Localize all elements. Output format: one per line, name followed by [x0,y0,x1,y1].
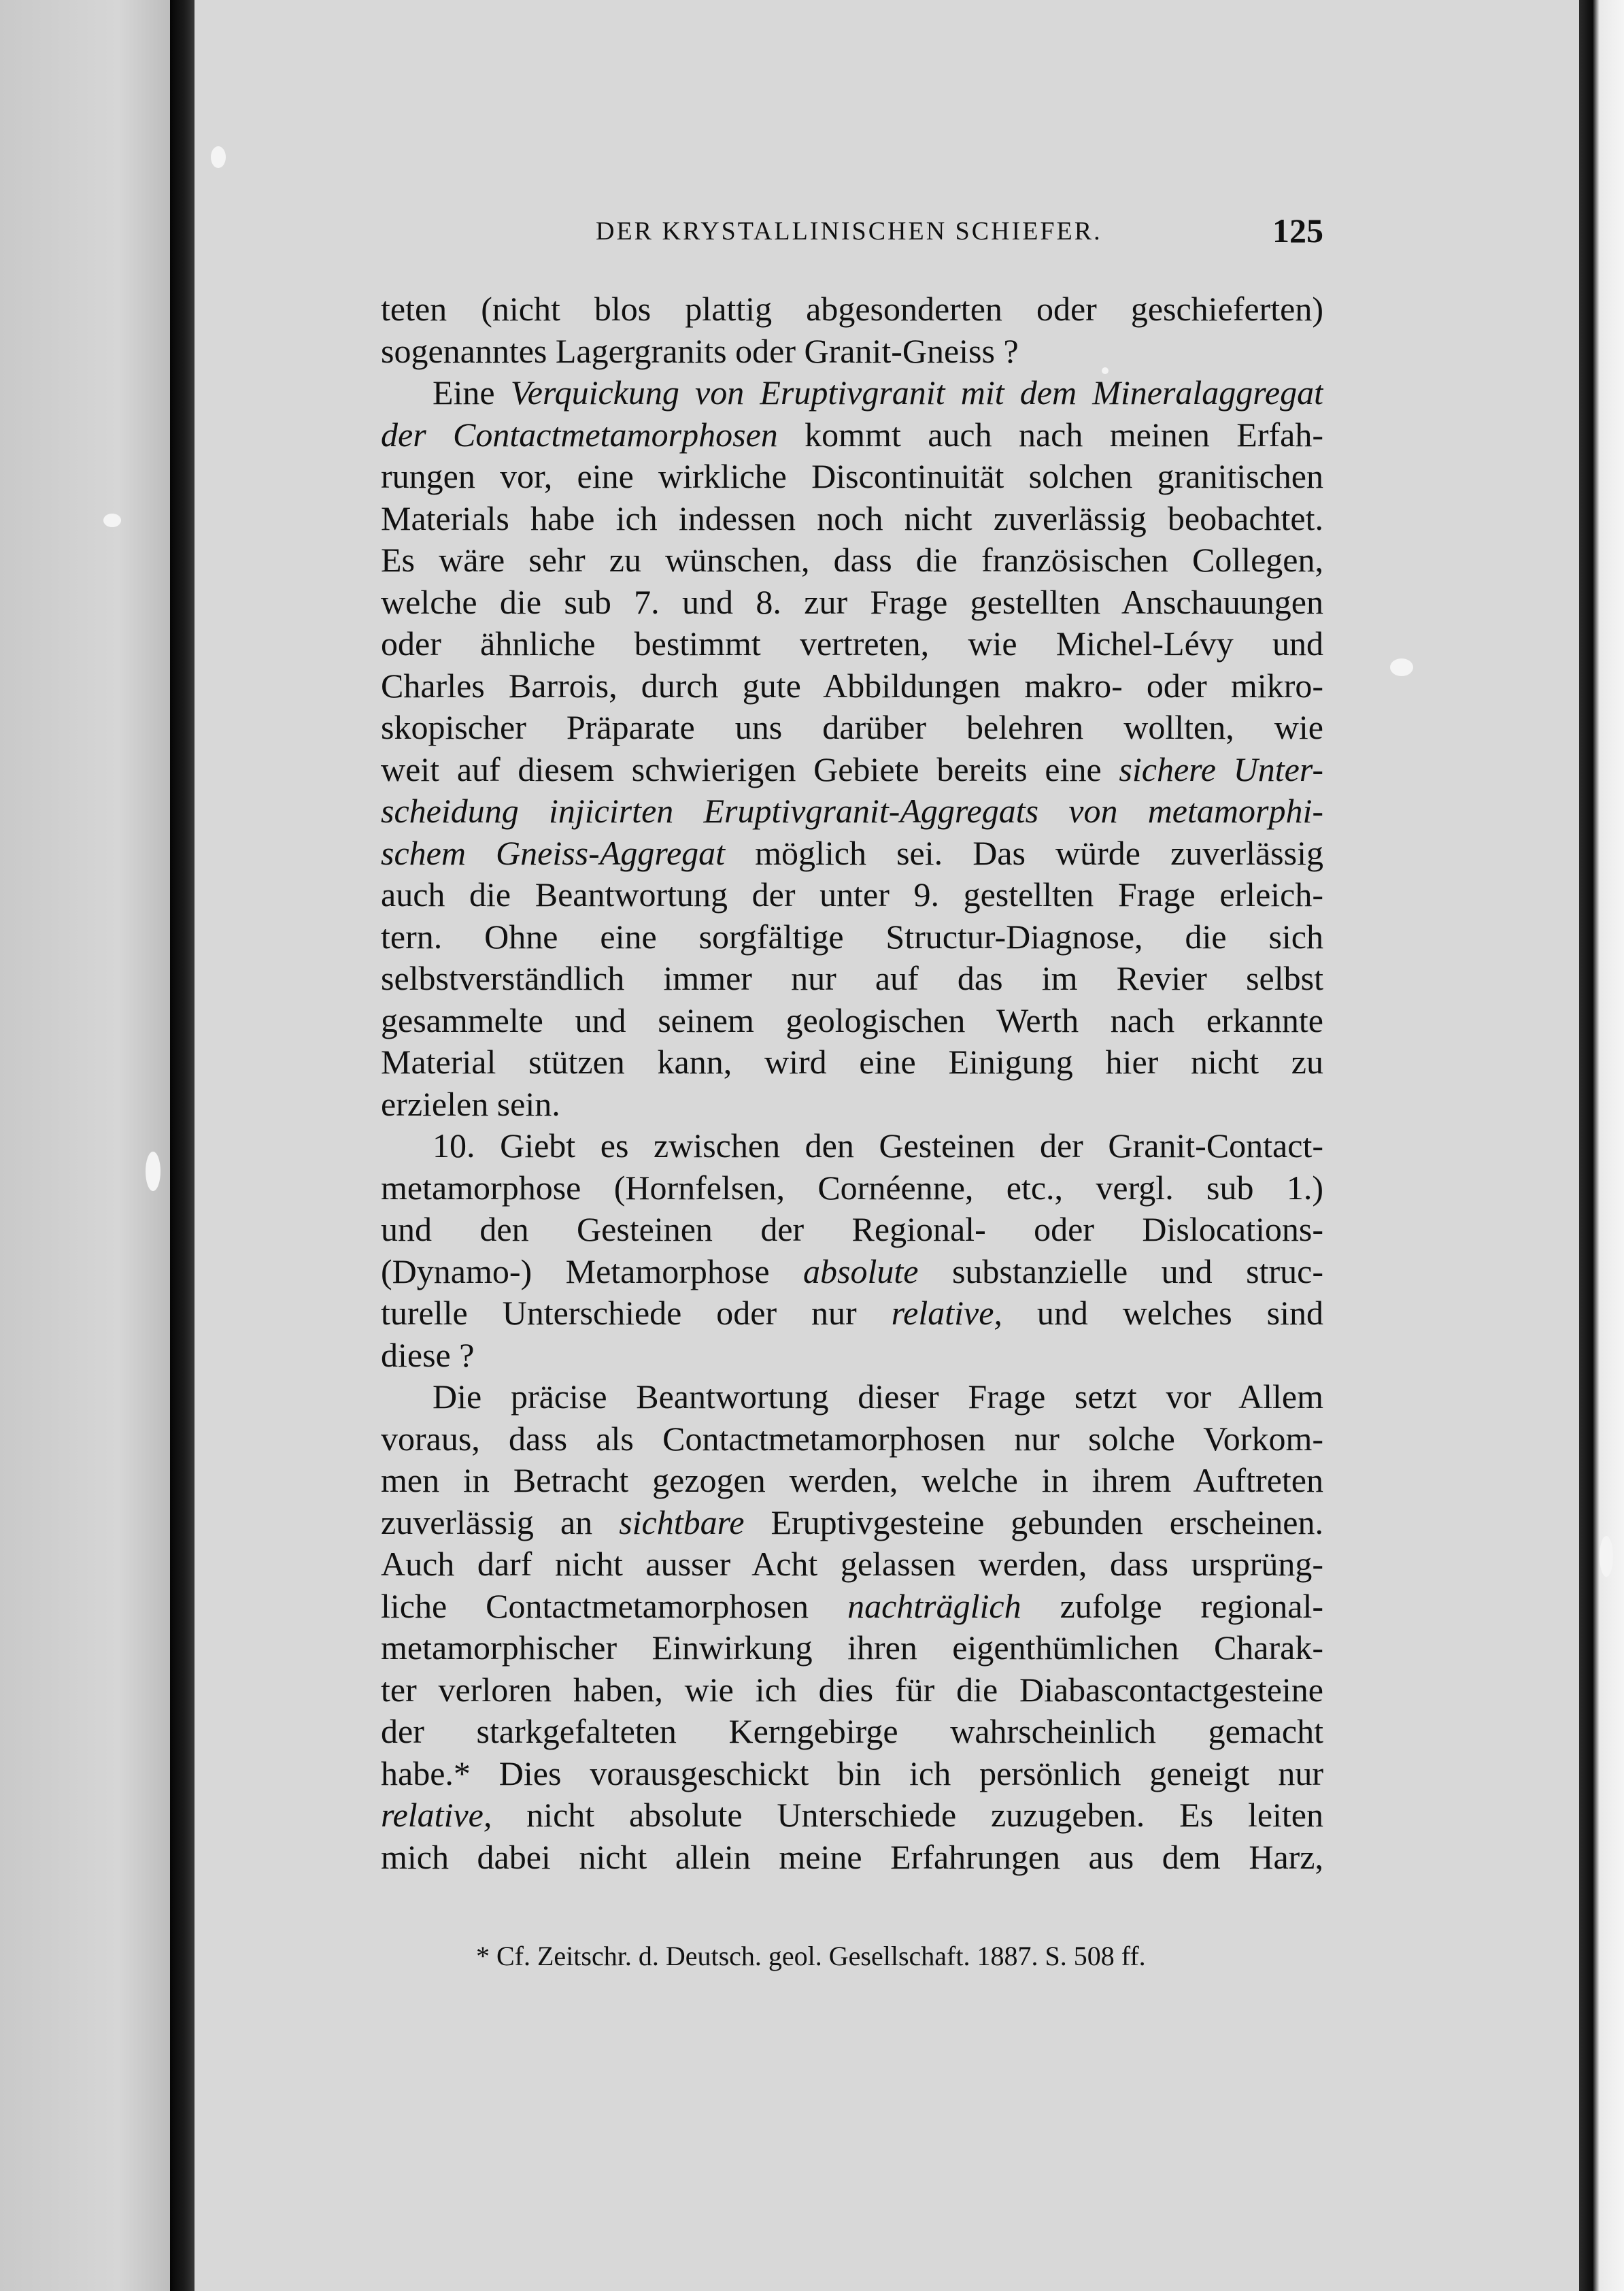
text-line [381,539,1323,582]
paper-speck [1600,1536,1613,1577]
text-line [381,331,1323,373]
text-run: Materials habe ich indessen noch nicht zuverlässig beobachtet. [381,499,1323,537]
italic-text-run: der Contactmetamorphosen [381,415,778,454]
text-line [381,288,1323,331]
text-line [381,498,1323,540]
text-line [381,707,1323,749]
text-line [381,1125,1323,1167]
running-head: DER KRYSTALLINISCHEN SCHIEFER. [596,217,1102,246]
text-run: Material stützen kann, wird eine Einigung hier nicht zu [381,1043,1323,1081]
text-line [381,1502,1323,1544]
book-binding-gutter [170,0,194,2291]
text-run: weit auf diesem schwierigen Gebiete bereits eine [381,750,1119,788]
italic-text-run: relative, [381,1796,492,1834]
italic-text-run: absolute [803,1252,919,1290]
text-run: rungen vor, eine wirkliche Discontinuität solchen granitischen [381,457,1323,495]
text-run: zufolge regional- [1021,1586,1323,1625]
text-run: sogenanntes Lagergranits oder Granit-Gneiss ? [381,331,1019,370]
italic-text-run: sichere Unter- [1119,750,1323,788]
text-run: habe.* Dies vorausgeschickt bin ich persönlich geneigt nur [381,1754,1323,1792]
text-line [381,749,1323,791]
text-run: liche Contactmetamorphosen [381,1586,848,1625]
text-line [381,874,1323,916]
text-run: teten (nicht blos plattig abgesonderten oder geschieferten) [381,290,1323,328]
text-run: Eruptivgesteine gebunden erscheinen. [744,1503,1323,1541]
text-line [381,1335,1323,1377]
text-run: Eine [433,373,511,412]
text-line [381,1627,1323,1669]
text-run: turelle Unterschiede oder nur [381,1294,892,1332]
text-line [381,1251,1323,1293]
text-run: Auch darf nicht ausser Acht gelassen werden, dass ursprüng- [381,1545,1323,1583]
text-line [381,916,1323,958]
text-line [381,790,1323,833]
text-run: zuverlässig an [381,1503,620,1541]
text-run: Charles Barrois, durch gute Abbildungen makro- oder mikro- [381,666,1323,705]
text-run: substanzielle und struc- [918,1252,1323,1290]
page-number: 125 [1272,212,1323,250]
text-run: voraus, dass als Contactmetamorphosen nur solche Vorkom- [381,1419,1323,1458]
text-line [381,1041,1323,1084]
italic-text-run: schem Gneiss-Aggregat [381,833,726,872]
italic-text-run: scheidung injicirten Eruptivgranit-Aggregats von metamorphi- [381,792,1323,830]
text-run: möglich sei. Das würde zuverlässig [725,833,1323,872]
text-line [381,958,1323,1000]
italic-text-run: sichtbare [619,1503,745,1541]
text-run: ter verloren haben, wie ich dies für die Diabascontactgesteine [381,1670,1323,1709]
text-line [381,414,1323,456]
text-line [381,1837,1323,1879]
text-run: Die präcise Beantwortung dieser Frage setzt vor Allem [433,1377,1323,1416]
text-line [381,1167,1323,1209]
text-line [381,1209,1323,1251]
italic-text-run: Verquickung von Eruptivgranit mit dem Mineralaggregat [510,373,1323,412]
text-line [381,456,1323,498]
text-line [381,1543,1323,1586]
footnote: * Cf. Zeitschr. d. Deutsch. geol. Gesellschaft. 1887. S. 508 ff. [476,1941,1146,1971]
text-line [381,1000,1323,1042]
text-line [381,665,1323,707]
text-run: und den Gesteinen der Regional- oder Dislocations- [381,1210,1323,1248]
text-run: diese ? [381,1335,475,1374]
text-run: men in Betracht gezogen werden, welche in ihrem Auftreten [381,1461,1323,1499]
paper-speck [211,146,226,168]
page-edge [1579,0,1624,2291]
paper-speck [103,514,121,527]
body-text [381,288,1323,1878]
text-line [381,582,1323,624]
text-line [381,1794,1323,1837]
text-line [381,1669,1323,1711]
text-line [381,1376,1323,1418]
text-run: (Dynamo-) Metamorphose [381,1252,804,1290]
text-run: kommt auch nach meinen Erfah- [777,415,1323,454]
paper-speck [1390,658,1413,676]
text-line [381,833,1323,875]
text-run: und welches sind [1002,1294,1323,1332]
text-run: metamorphose (Hornfelsen, Cornéenne, etc., vergl. sub 1.) [381,1168,1323,1207]
text-run: 10. Giebt es zwischen den Gesteinen der Granit-Contact- [433,1126,1323,1165]
text-line [381,1292,1323,1335]
facing-page-margin [0,0,170,2291]
italic-text-run: nachträglich [847,1586,1021,1625]
text-run: der starkgefalteten Kerngebirge wahrscheinlich gemacht [381,1712,1323,1750]
text-line [381,1418,1323,1460]
paper-speck [146,1152,160,1191]
text-line [381,1711,1323,1753]
text-run: auch die Beantwortung der unter 9. gestellten Frage erleich- [381,875,1323,914]
text-line [381,623,1323,665]
text-line [381,372,1323,414]
text-run: erzielen sein. [381,1084,560,1123]
text-run: Es wäre sehr zu wünschen, dass die französischen Collegen, [381,541,1323,579]
text-run: oder ähnliche bestimmt vertreten, wie Michel-Lévy und [381,624,1323,663]
text-line [381,1753,1323,1795]
text-run: tern. Ohne eine sorgfältige Structur-Diagnose, die sich [381,917,1323,956]
text-run: skopischer Präparate uns darüber belehren wollten, wie [381,708,1323,746]
text-line [381,1460,1323,1502]
page-header [596,212,1323,257]
text-line [381,1084,1323,1126]
text-run: welche die sub 7. und 8. zur Frage gestellten Anschauungen [381,582,1323,621]
text-run: mich dabei nicht allein meine Erfahrungen aus dem Harz, [381,1837,1323,1876]
italic-text-run: relative, [891,1294,1002,1332]
text-run: gesammelte und seinem geologischen Werth nach erkannte [381,1001,1323,1039]
text-run: nicht absolute Unterschiede zuzugeben. Es leiten [492,1796,1323,1834]
text-run: selbstverständlich immer nur auf das im Revier selbst [381,959,1323,997]
text-run: metamorphischer Einwirkung ihren eigenthümlichen Charak- [381,1628,1323,1667]
text-line [381,1586,1323,1628]
